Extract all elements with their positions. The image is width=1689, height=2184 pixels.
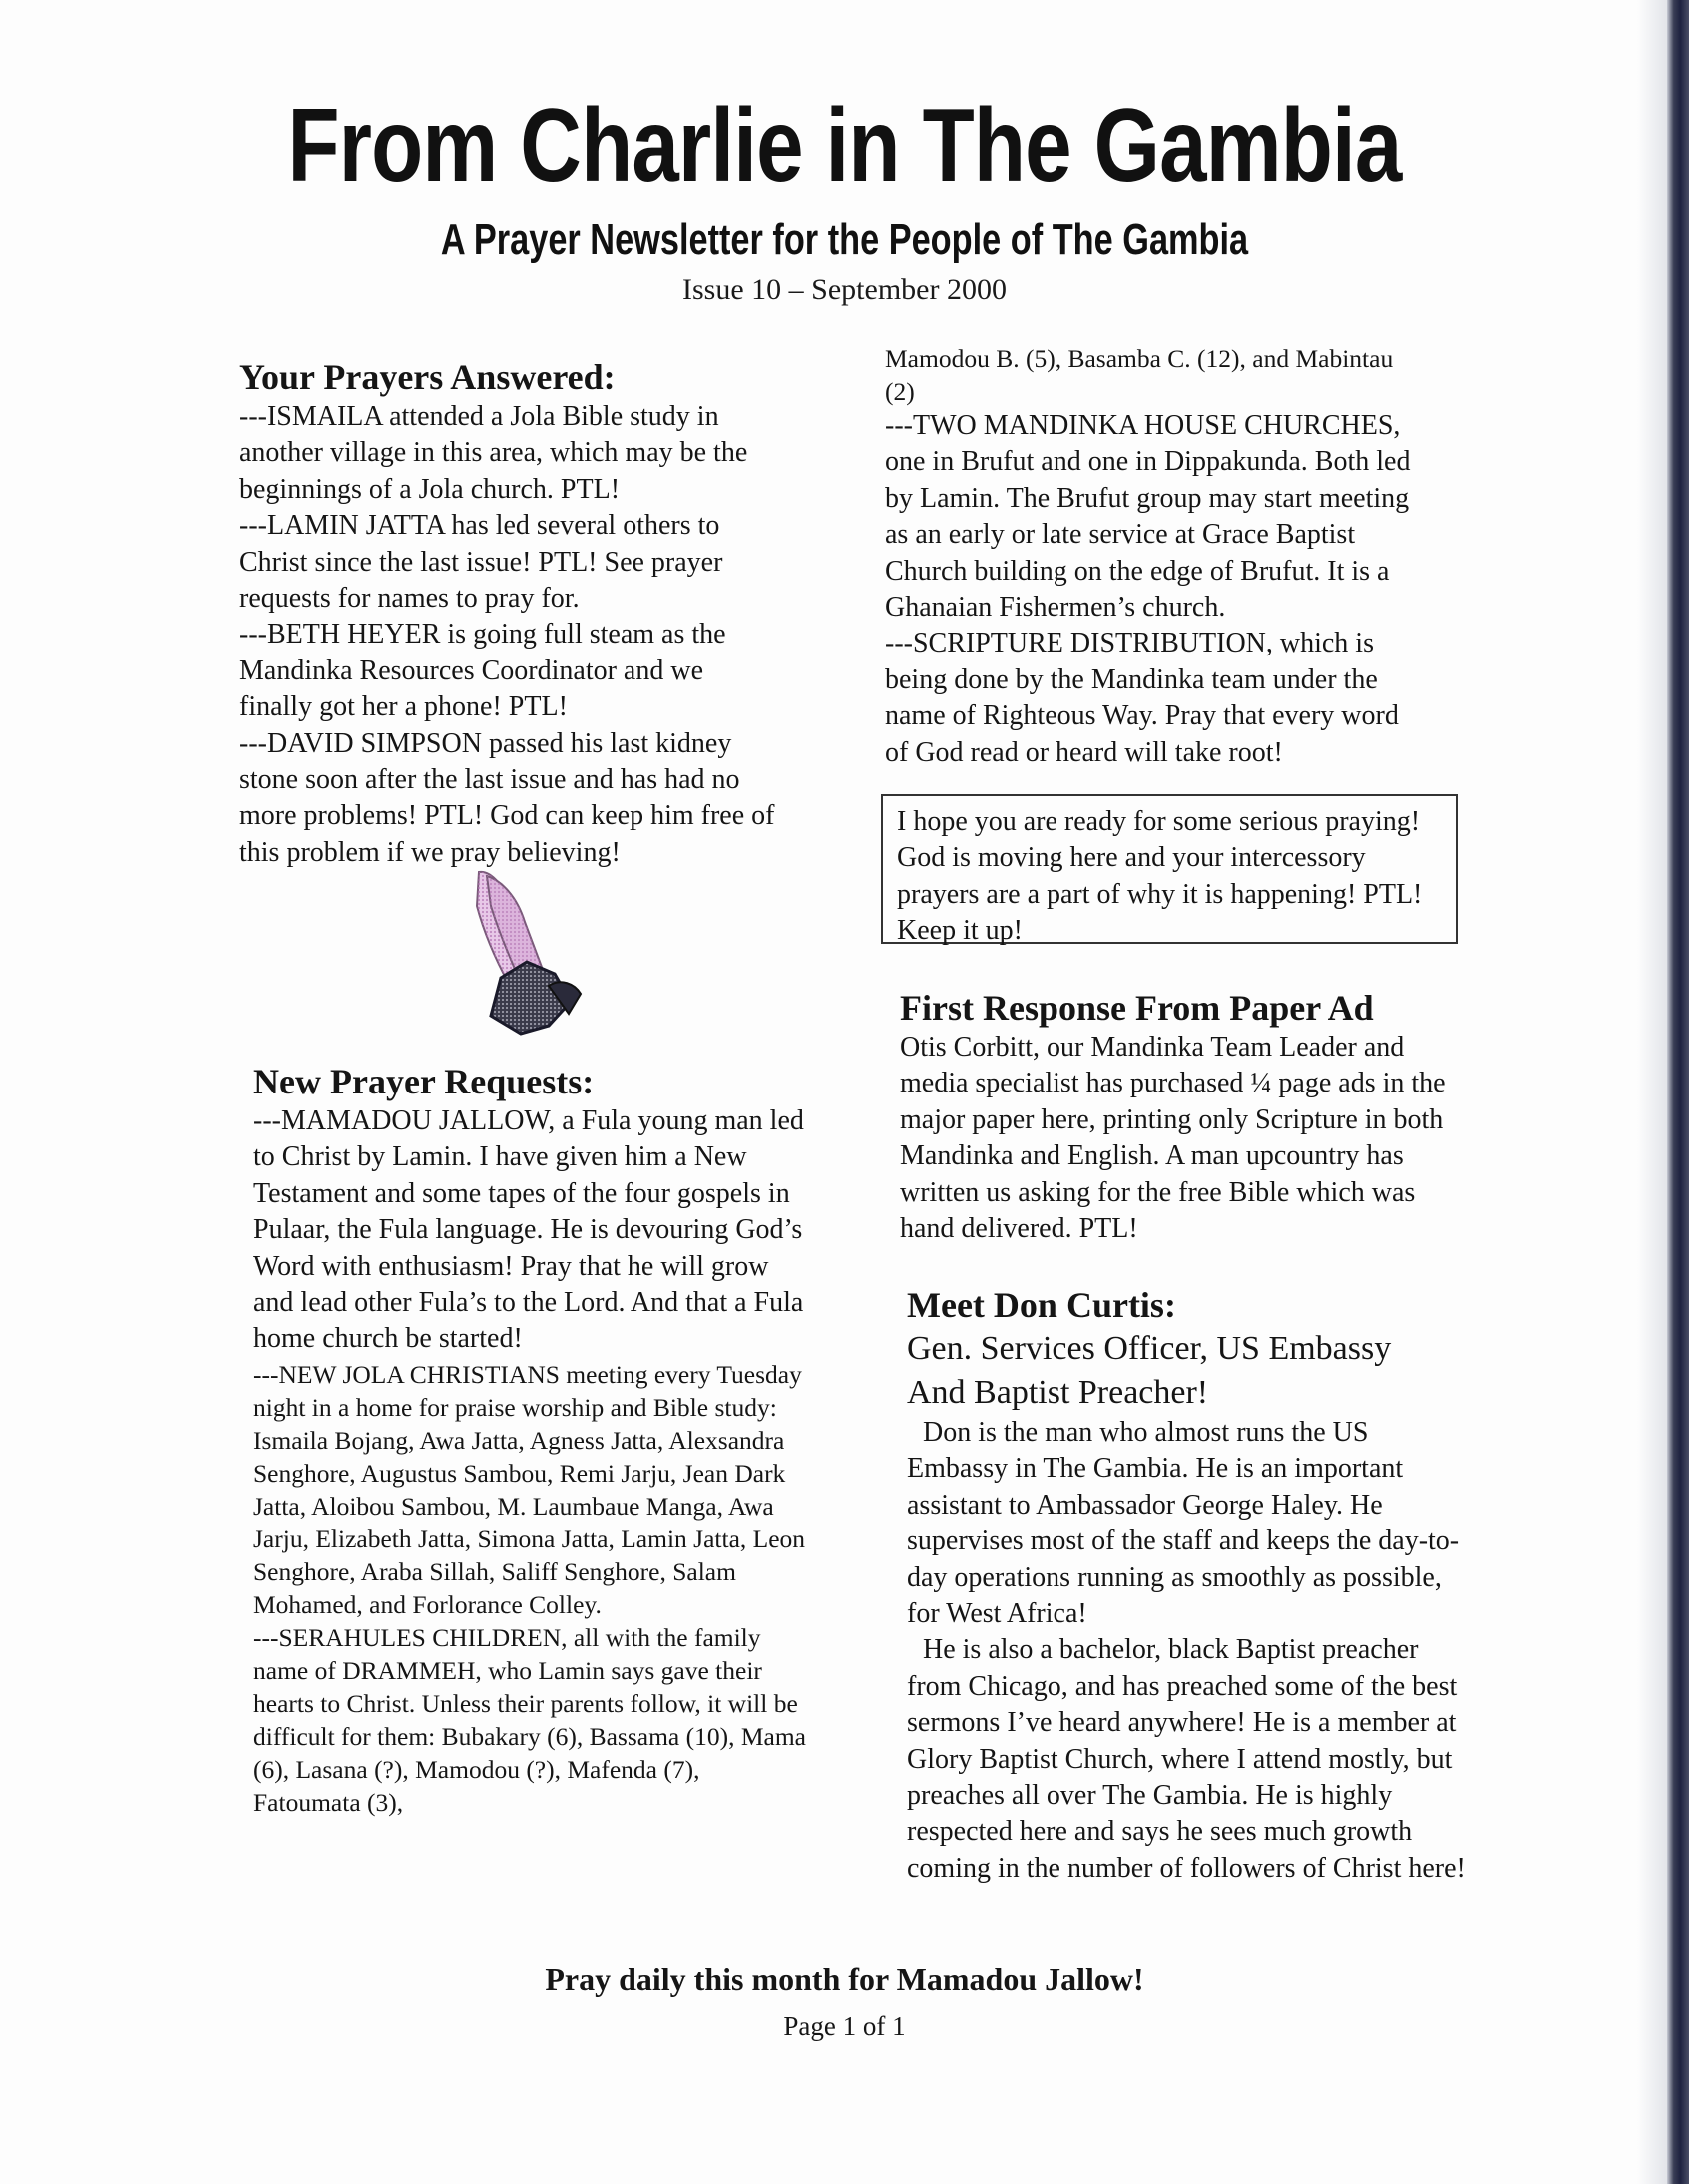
praying-hands-icon (461, 866, 591, 1046)
request-item: ---TWO MANDINKA HOUSE CHURCHES, one in Brufut and one in Dippakunda. Both led by Lamin. The Brufut group may start meeting as an early or late service at Grace Baptist Church building on the edge of Brufut. It is a Ghanaian Fishermen’s church. (885, 410, 1411, 624)
section-prayers-answered (239, 357, 778, 871)
scan-edge-shadow (1637, 0, 1667, 2184)
answered-item: ---BETH HEYER is going full steam as the Mandinka Resources Coordinator and we finally got her a phone! PTL! (239, 619, 726, 723)
answered-item: ---ISMAILA attended a Jola Bible study in another village in this area, which may be the beginnings of a Jola church. PTL! (239, 401, 748, 505)
paper-ad-heading: First Response From Paper Ad (900, 988, 1374, 1028)
section-new-prayer-requests (253, 1062, 812, 1819)
paper-ad-body: Otis Corbitt, our Mandinka Team Leader and media specialist has purchased ¼ page ads in the major paper here, printing only Scripture in both Mandinka and English. A man upcountry has written us asking for the free Bible which was hand delivered. PTL! (900, 1032, 1446, 1245)
encouragement-text: I hope you are ready for some serious praying! God is moving here and your intercessory prayers are a part of why it is happening! PTL! Keep it up! (897, 806, 1423, 947)
request-item: ---SCRIPTURE DISTRIBUTION, which is being done by the Mandinka team under the name of Righteous Way. Pray that every word of God read or heard will take root! (885, 628, 1399, 768)
section-requests-continued (885, 342, 1429, 771)
don-subheading: And Baptist Preacher! (907, 1374, 1209, 1411)
answered-item: ---LAMIN JATTA has led several others to Christ since the last issue! PTL! See prayer requests for names to pray for. (239, 510, 723, 615)
encouragement-box (881, 794, 1458, 947)
newsletter-subtitle: A Prayer Newsletter for the People of The Gambia (440, 216, 1249, 264)
don-paragraph: He is also a bachelor, black Baptist preacher from Chicago, and has preached some of the best sermons I’ve heard anywhere! He is a member at Glory Baptist Church, where I attend mostly, but preaches all over The Gambia. He is highly respected here and says he sees much growth coming in the number of followers of Christ here! (907, 1634, 1466, 1884)
new-requests-heading: New Prayer Requests: (253, 1062, 595, 1101)
request-item: ---NEW JOLA CHRISTIANS meeting every Tuesday night in a home for praise worship and Bible study: Ismaila Bojang, Awa Jatta, Agness Jatta, Alexsandra Senghore, Augustus Sambou, Remi Jarju, Jean Dark Jatta, Aloibou Sambou, M. Laumbaue Manga, Awa Jarju, Elizabeth Jatta, Simona Jatta, Lamin Jatta, Leon Senghore, Araba Sillah, Saliff Senghore, Salam Mohamed, and Forlorance Colley. (253, 1359, 806, 1619)
prayers-answered-heading: Your Prayers Answered: (239, 357, 616, 397)
page-number: Page 1 of 1 (783, 2011, 906, 2041)
section-paper-ad (900, 988, 1459, 1247)
don-heading: Meet Don Curtis: (907, 1285, 1176, 1325)
don-subheading: Gen. Services Officer, US Embassy (907, 1330, 1392, 1367)
prayer-callout: Pray daily this month for Mamadou Jallow! (545, 1962, 1144, 1997)
scan-edge (1667, 0, 1689, 2184)
don-paragraph: Don is the man who almost runs the US Embassy in The Gambia. He is an important assistant to Ambassador George Haley. He supervises most of the staff and keeps the day-to-day operations running as smoothly as possible, for West Africa! (907, 1417, 1460, 1630)
request-item: ---SERAHULES CHILDREN, all with the family name of DRAMMEH, who Lamin says gave their hearts to Christ. Unless their parents follow, it will be difficult for them: Bubakary (6), Bassama (10), Mama (6), Lasana (?), Mamodou (?), Mafenda (7), Fatoumata (3), (253, 1622, 807, 1817)
request-item: ---MAMADOU JALLOW, a Fula young man led to Christ by Lamin. I have given him a New Testament and some tapes of the four gospels in Pulaar, the Fula language. He is devouring God’s Word with enthusiasm! Pray that he will grow and lead other Fula’s to the Lord. And that a Fula home church be started! (253, 1105, 804, 1355)
section-meet-don-curtis (907, 1285, 1466, 1887)
newsletter-title: From Charlie in The Gambia (287, 88, 1402, 204)
children-names-continued: Mamodou B. (5), Basamba C. (12), and Mabintau (2) (885, 344, 1394, 406)
answered-item: ---DAVID SIMPSON passed his last kidney stone soon after the last issue and has had no more problems! PTL! God can keep him free of this problem if we pray believing! (239, 727, 775, 868)
issue-line: Issue 10 – September 2000 (682, 273, 1007, 306)
